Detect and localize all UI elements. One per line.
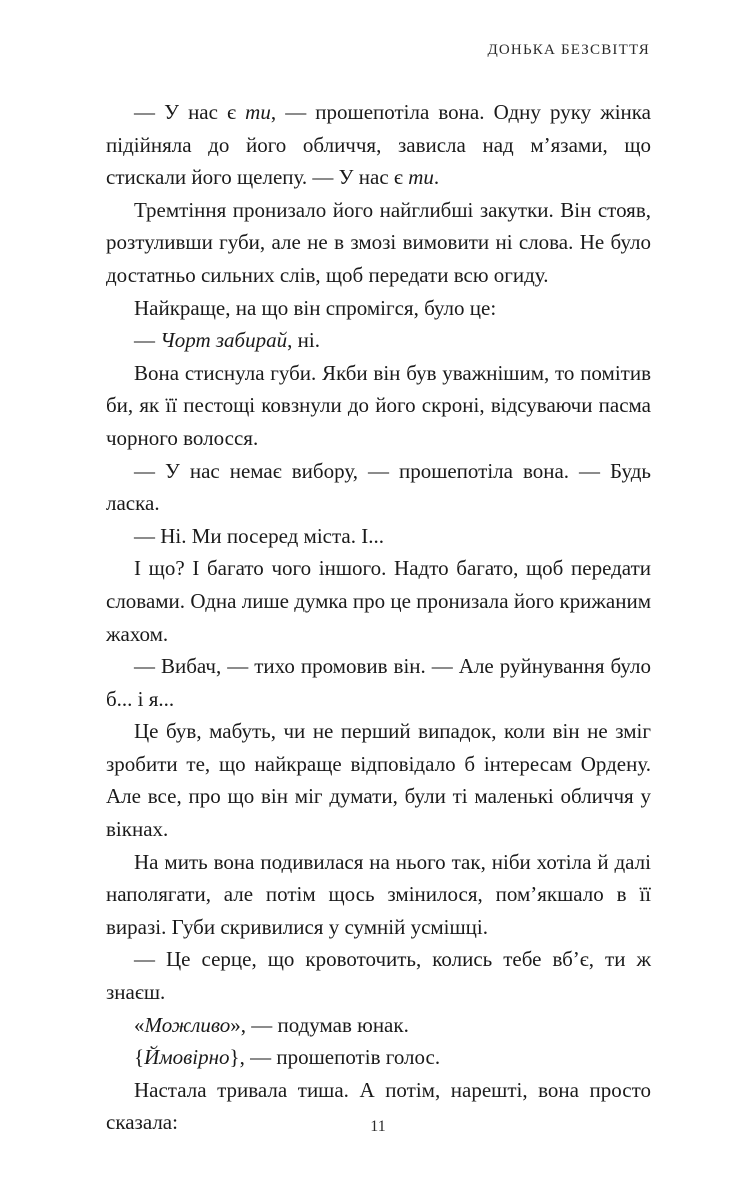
text-run: — (134, 328, 161, 353)
text-run: — Ні. Ми посеред міста. І... (134, 523, 384, 548)
text-run: { (134, 1045, 145, 1070)
paragraph (106, 324, 651, 357)
italic-text: Чорт забирай (160, 328, 288, 353)
paragraph (106, 943, 651, 1008)
paragraph (106, 455, 651, 520)
text-run: « (134, 1012, 145, 1037)
paragraph (106, 292, 651, 325)
text-run: Вона стиснула губи. Якби він був уважнішим, то помітив би, як її пестощі ковзнули до його скроні, відсуваючи пасма чорного волосся. (106, 360, 651, 450)
running-title: ДОНЬКА БЕЗСВІТТЯ (487, 42, 650, 58)
paragraph (106, 715, 651, 845)
body-text (106, 96, 651, 1139)
text-run: — У нас є (134, 100, 246, 124)
paragraph (106, 194, 651, 292)
page-number: 11 (370, 1118, 386, 1135)
text-run: », — подумав юнак. (230, 1012, 409, 1037)
italic-text: Ймовірно (144, 1045, 230, 1070)
paragraph (106, 846, 651, 944)
text-run: — Це серце, що кровоточить, колись тебе вб’є, ти ж знаєш. (106, 947, 651, 1005)
text-run: І що? І багато чого іншого. Надто багато, щоб передати словами. Одна лише думка про це пронизала його крижаним жахом. (106, 556, 651, 646)
text-run: . (433, 165, 440, 190)
italic-text: ти (245, 100, 271, 124)
text-run: Найкраще, на що він спромігся, було це: (134, 295, 497, 320)
paragraph (106, 520, 651, 553)
italic-text: ти (408, 165, 434, 190)
paragraph (106, 1009, 651, 1042)
text-run: На мить вона подивилася на нього так, ніби хотіла й далі наполягати, але потім щось змінилося, пом’якшало в її виразі. Губи скривилися у сумній усмішці. (106, 849, 651, 939)
text-run: Це був, мабуть, чи не перший випадок, коли він не зміг зробити те, що найкраще відповідало б інтересам Ордену. Але все, про що він міг думати, були ті маленькі обличчя у вікнах. (106, 719, 651, 842)
paragraph (106, 650, 651, 715)
paragraph (106, 1041, 651, 1074)
text-run: — Вибач, — тихо промовив він. — Але руйнування було б... і я... (106, 654, 651, 711)
italic-text: Можливо (144, 1012, 231, 1037)
paragraph (106, 552, 651, 650)
text-run: — У нас немає вибору, — прошепотіла вона. — Будь ласка. (106, 458, 651, 516)
paragraph (106, 357, 651, 455)
text-run: , ні. (287, 328, 320, 353)
text-run: Тремтіння пронизало його найглибші закутки. Він стояв, розтуливши губи, але не в змозі вимовити ні слова. Не було достатньо сильних слів, щоб передати всю огиду. (106, 197, 651, 287)
text-run: , — прошепотіла вона. Одну руку жінка підійняла до його обличчя, зависла над м’язами, що стискали його щелепу. — У нас є (106, 100, 652, 190)
text-run: Настала тривала тиша. А потім, нарешті, вона просто сказала: (106, 1077, 651, 1135)
paragraph (106, 96, 651, 194)
text-run: }, — прошепотів голос. (229, 1045, 441, 1070)
